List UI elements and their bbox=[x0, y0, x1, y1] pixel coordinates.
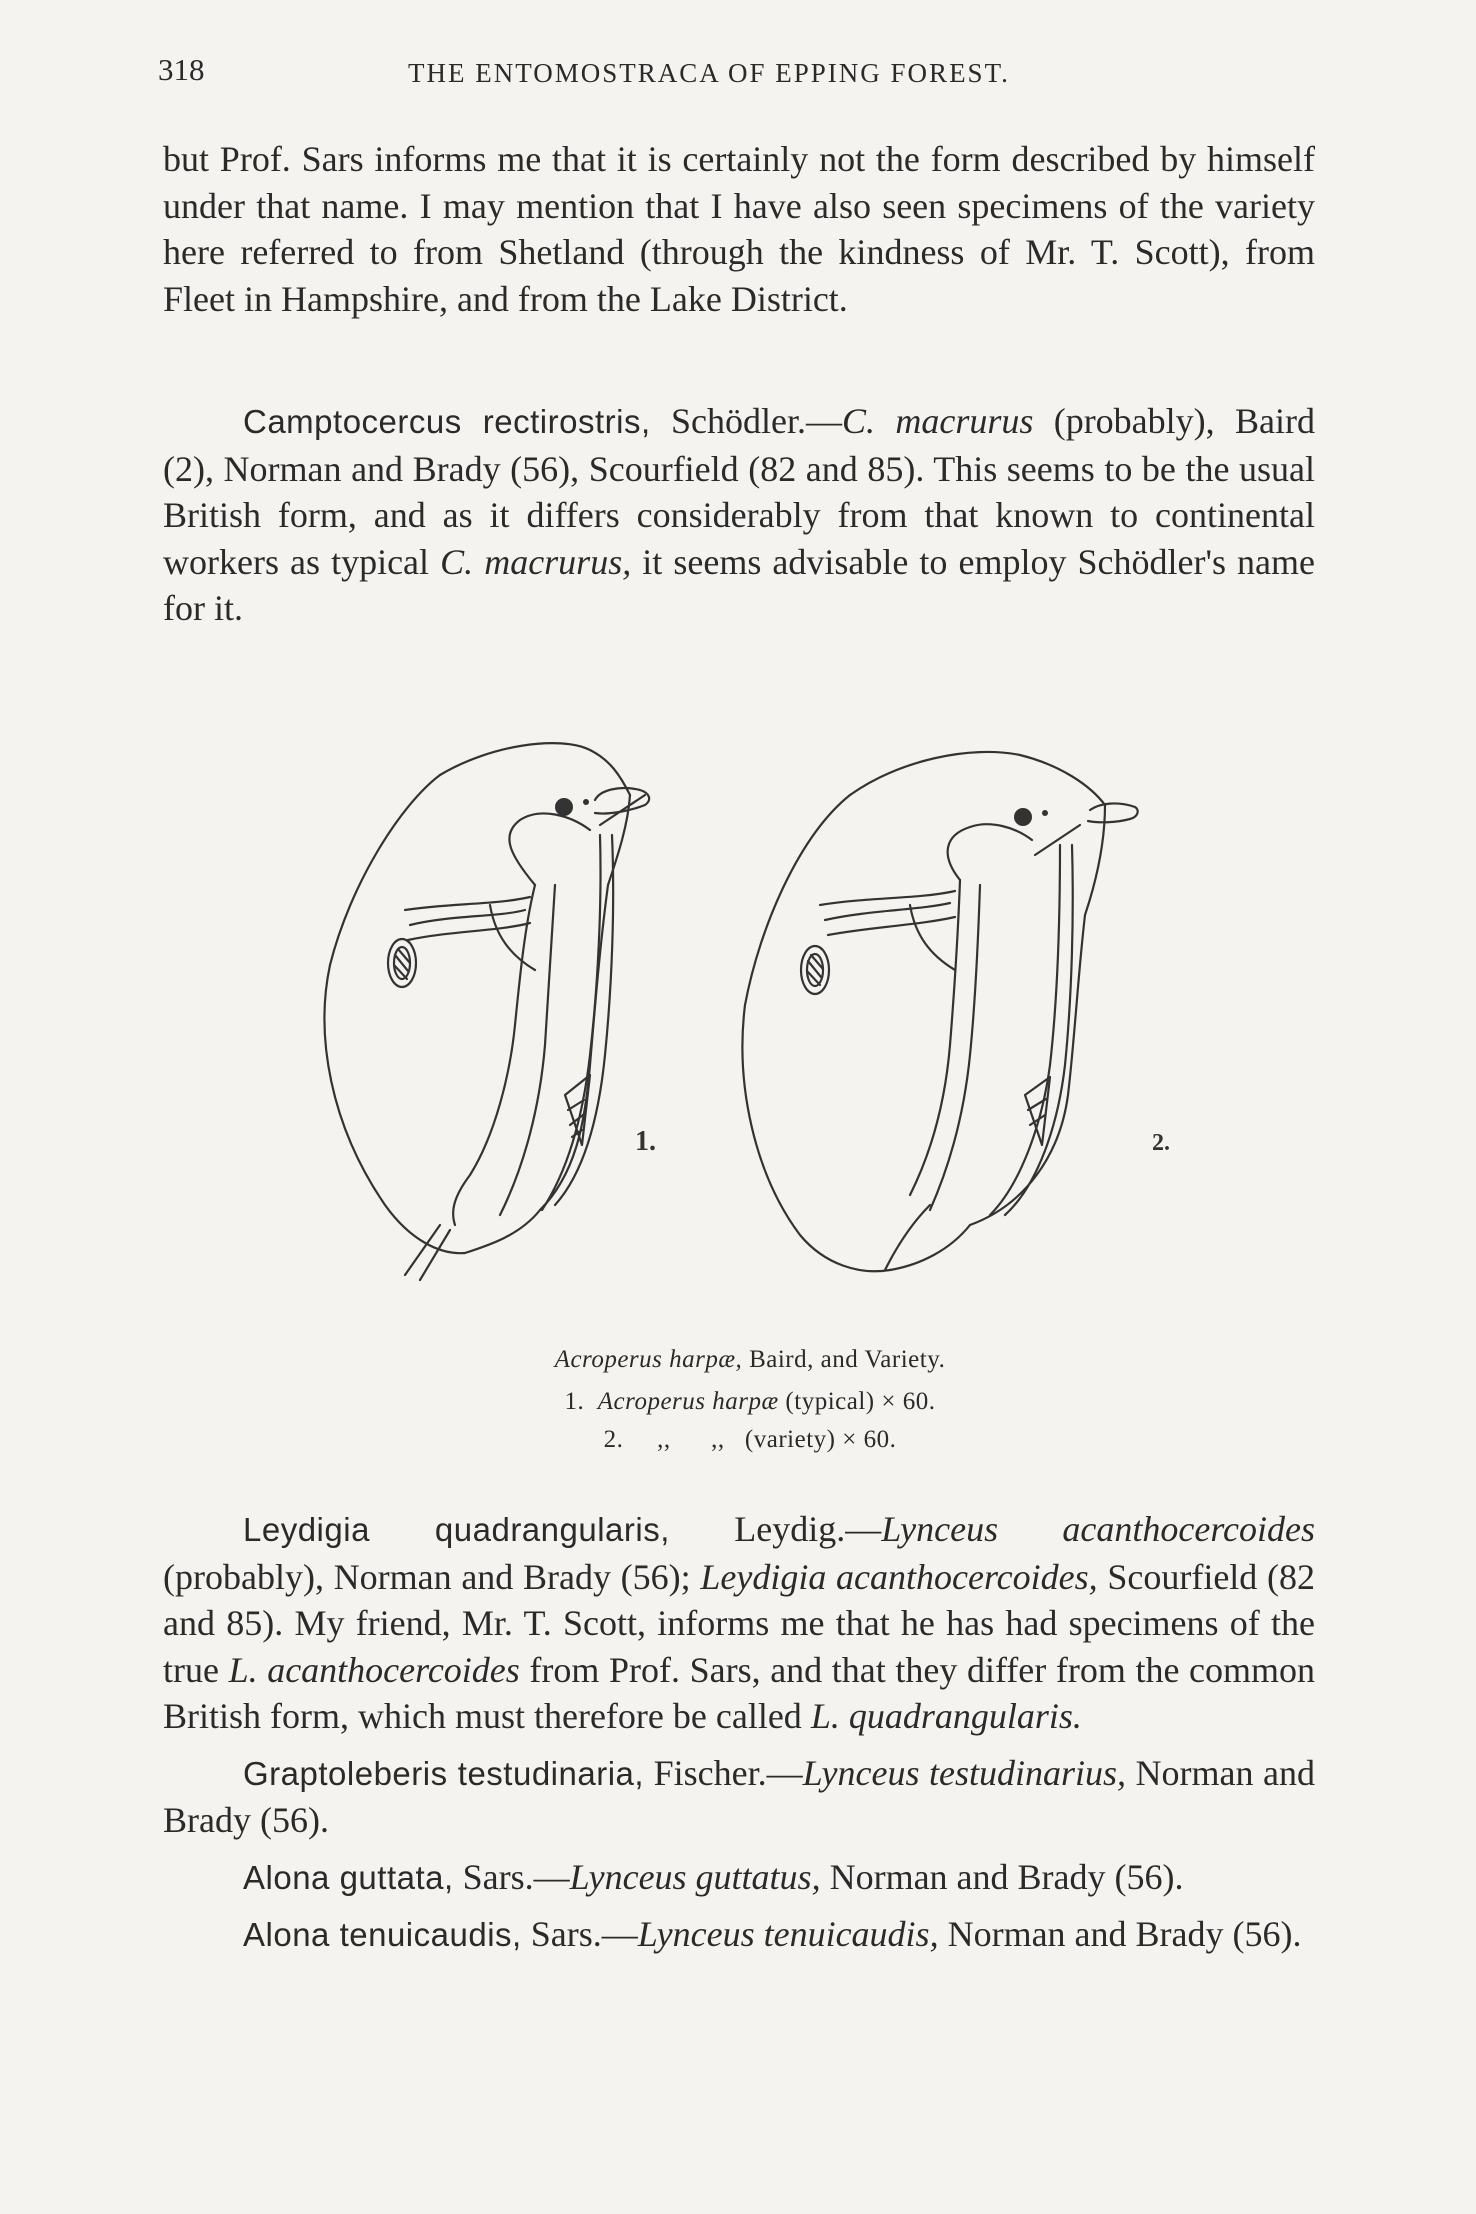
camptocercus-block bbox=[163, 398, 1315, 632]
species-name: Leydigia quadrangularis, bbox=[243, 1511, 670, 1548]
figure-label-1: 1. bbox=[635, 1126, 656, 1157]
camptocercus-entry bbox=[163, 398, 1315, 632]
species-name: Graptoleberis testudinaria, bbox=[243, 1754, 645, 1792]
alona-guttata-entry bbox=[163, 1854, 1315, 1902]
entry-text: Norman and Brady (56). bbox=[829, 1856, 1184, 1897]
species-author: Leydig.— bbox=[734, 1509, 882, 1549]
caption-detail: (typical) × 60. bbox=[785, 1388, 936, 1415]
opening-paragraph: but Prof. Sars informs me that it is certainly not the form described by himself under that name. I may mention that I have also seen specimens of the variety here referred to from Shetland (through the kindness of Mr. T. Scott), from Fleet in Hampshire, and from the Lake District. bbox=[163, 139, 1315, 319]
leydigia-entry bbox=[163, 1506, 1315, 1740]
alona-tenuicaudis-entry bbox=[163, 1911, 1315, 1959]
species-name: Alona guttata, bbox=[243, 1858, 454, 1896]
synonym: C. macrurus bbox=[841, 401, 1034, 441]
synonym: L. acanthocercoides bbox=[228, 1649, 520, 1690]
species-author: Sars.— bbox=[530, 1914, 638, 1954]
entry-text: Norman and Brady (56). bbox=[163, 1752, 1315, 1840]
lower-entries-block bbox=[163, 1506, 1315, 1959]
caption-number: 2. bbox=[603, 1426, 624, 1453]
figure-label-2: 2. bbox=[1152, 1130, 1170, 1156]
synonym: Leydigia acanthocercoides, bbox=[700, 1556, 1098, 1597]
acroperus-figure bbox=[290, 705, 1350, 1305]
graptoleberis-entry bbox=[163, 1750, 1315, 1844]
caption-species: Acroperus harpæ bbox=[597, 1388, 779, 1415]
opening-paragraph-block bbox=[163, 136, 1315, 322]
synonym: Lynceus tenuicaudis, bbox=[637, 1914, 939, 1954]
entry-text: Norman and Brady (56). bbox=[947, 1914, 1302, 1954]
synonym: C. macrurus, bbox=[440, 541, 632, 582]
entry-text: Scourfield (82 and 85). My friend, Mr. T. Scott, informs me that he has had specimens of the true bbox=[163, 1556, 1315, 1690]
caption-ditto: ,, ,, bbox=[657, 1426, 725, 1453]
species-author: Fischer.— bbox=[653, 1752, 803, 1793]
caption-number: 1. bbox=[564, 1388, 585, 1415]
figure-caption-line-1 bbox=[300, 1388, 1200, 1416]
caption-detail: (variety) × 60. bbox=[744, 1426, 897, 1453]
synonym: Lynceus testudinarius, bbox=[802, 1752, 1127, 1793]
species-name: Camptocercus rectirostris, bbox=[243, 403, 651, 440]
species-name: Alona tenuicaudis, bbox=[243, 1916, 522, 1953]
figure-caption-line-2 bbox=[300, 1426, 1200, 1454]
figure-caption-title bbox=[300, 1346, 1200, 1374]
caption-species: Acroperus harpæ, bbox=[554, 1346, 743, 1373]
entry-text: (probably), Baird (2), Norman and Brady (56), Scourfield (82 and 85). This seems to be the usual British form, and as it differs considerably from that known to continental workers as typical bbox=[163, 401, 1315, 582]
synonym: L. quadrangularis. bbox=[810, 1696, 1082, 1736]
species-author: Schödler.— bbox=[670, 401, 842, 441]
entry-text: from Prof. Sars, and that they differ from the common British form, which must therefore be called bbox=[163, 1649, 1316, 1736]
acroperus-illustration bbox=[290, 705, 1350, 1305]
page-number: 318 bbox=[158, 52, 205, 87]
synonym: Lynceus guttatus, bbox=[569, 1856, 821, 1897]
running-title: THE ENTOMOSTRACA OF EPPING FOREST. bbox=[408, 58, 1010, 88]
entry-text: it seems advisable to employ Schödler's name for it. bbox=[163, 541, 1316, 628]
specimen-1-drawing bbox=[325, 743, 650, 1280]
caption-title-rest: Baird, and Variety. bbox=[749, 1346, 946, 1373]
species-author: Sars.— bbox=[462, 1856, 570, 1897]
entry-text: (probably), Norman and Brady (56); bbox=[163, 1556, 691, 1597]
specimen-2-drawing bbox=[742, 752, 1137, 1271]
synonym: Lynceus acanthocercoides bbox=[881, 1509, 1315, 1549]
